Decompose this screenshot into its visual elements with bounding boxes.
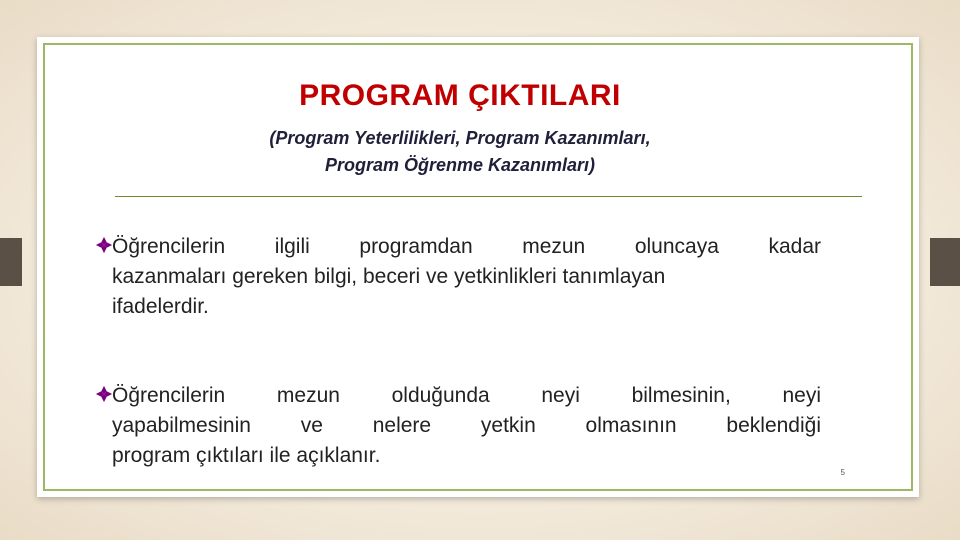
title-divider <box>115 196 862 197</box>
subtitle-line-1: (Program Yeterlilikleri, Program Kazanımları, <box>269 128 651 148</box>
slide-title: PROGRAM ÇIKTILARI <box>299 79 621 112</box>
bullet-2-line-1: Öğrencilerin mezun olduğunda neyi bilmesinin, neyi <box>112 384 821 407</box>
diamond-bullet-icon <box>95 236 113 254</box>
left-edge-tab <box>0 238 22 286</box>
right-edge-tab <box>930 238 960 286</box>
bullet-1-line-2: kazanmaları gereken bilgi, beceri ve yetkinlikleri tanımlayan <box>112 265 666 288</box>
diamond-bullet-icon <box>95 385 113 403</box>
bullet-item-1 <box>95 232 821 322</box>
page-number: 5 <box>840 468 845 477</box>
bullet-1-line-3: ifadelerdir. <box>112 295 209 318</box>
slide-card <box>37 37 919 497</box>
bullet-2-line-2: yapabilmesinin ve nelere yetkin olmasının beklendiği <box>112 414 821 437</box>
bullet-item-2 <box>95 381 821 471</box>
slide-frame <box>43 43 913 491</box>
bullet-1-line-1: Öğrencilerin ilgili programdan mezun oluncaya kadar <box>112 235 821 258</box>
slide-subtitle <box>45 125 875 179</box>
bullet-2-line-3: program çıktıları ile açıklanır. <box>112 444 381 467</box>
subtitle-line-2: Program Öğrenme Kazanımları) <box>324 155 596 175</box>
